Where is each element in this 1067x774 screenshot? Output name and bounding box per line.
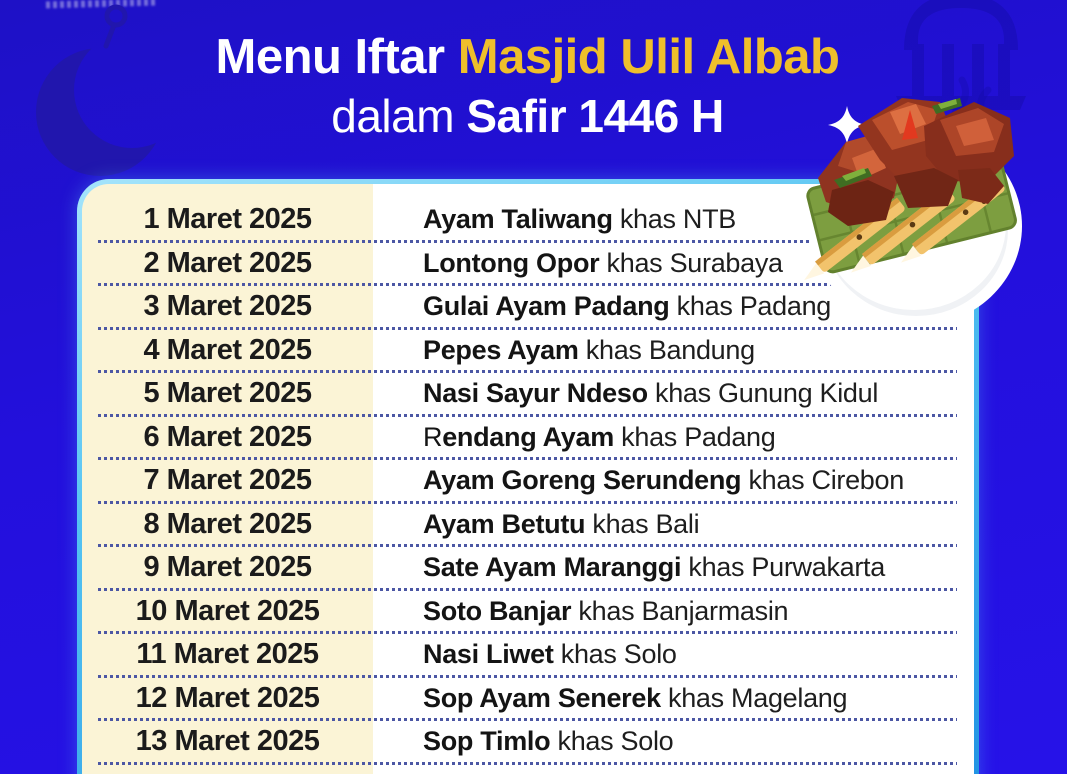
menu-date: 13 Maret 2025 bbox=[135, 725, 320, 758]
menu-date: 12 Maret 2025 bbox=[135, 681, 320, 714]
dish-name: Nasi Liwet bbox=[423, 639, 554, 670]
menu-item bbox=[373, 248, 783, 279]
dish-name: Soto Banjar bbox=[423, 595, 572, 626]
dish-origin: khas Magelang bbox=[660, 682, 848, 713]
dish-origin: khas Cirebon bbox=[741, 465, 904, 496]
menu-item bbox=[373, 726, 673, 757]
menu-item bbox=[373, 422, 775, 453]
table-row bbox=[82, 372, 974, 416]
dish-origin: khas Gunung Kidul bbox=[647, 378, 879, 409]
menu-item bbox=[373, 291, 831, 322]
dish-name: Ayam Goreng Serundeng bbox=[423, 465, 742, 496]
menu-date: 3 Maret 2025 bbox=[143, 290, 312, 323]
dish-origin: khas Solo bbox=[550, 726, 674, 757]
table-row bbox=[82, 416, 974, 460]
menu-date: 9 Maret 2025 bbox=[143, 551, 312, 584]
dish-name: Ayam Taliwang bbox=[423, 204, 613, 235]
dish-origin: khas Bandung bbox=[578, 334, 755, 365]
menu-item bbox=[373, 683, 847, 714]
menu-date: 1 Maret 2025 bbox=[143, 203, 312, 236]
dish-name: Sop Timlo bbox=[423, 726, 551, 757]
menu-date: 7 Maret 2025 bbox=[143, 464, 312, 497]
table-row bbox=[82, 720, 974, 764]
table-row bbox=[82, 503, 974, 547]
title-line1-yellow: Masjid Ulil Albab bbox=[457, 30, 840, 84]
menu-date: 5 Maret 2025 bbox=[143, 377, 312, 410]
menu-item bbox=[373, 378, 878, 409]
dish-name-prefix: R bbox=[423, 421, 443, 452]
satay-illustration bbox=[798, 40, 1038, 340]
title-line1-white: Menu Iftar bbox=[215, 30, 458, 84]
dish-name: Pepes Ayam bbox=[423, 334, 579, 365]
menu-date: 8 Maret 2025 bbox=[143, 507, 312, 540]
table-row bbox=[82, 546, 974, 590]
dish-name: Gulai Ayam Padang bbox=[423, 291, 670, 322]
menu-date: 6 Maret 2025 bbox=[143, 420, 312, 453]
menu-item bbox=[373, 596, 788, 627]
dish-origin: khas Surabaya bbox=[599, 247, 783, 278]
dish-name: Nasi Sayur Ndeso bbox=[423, 378, 648, 409]
menu-item bbox=[373, 509, 699, 540]
menu-date: 4 Maret 2025 bbox=[143, 333, 312, 366]
menu-date: 2 Maret 2025 bbox=[143, 246, 312, 279]
menu-item bbox=[373, 465, 904, 496]
dish-name: endang Ayam bbox=[442, 421, 614, 452]
dish-origin: khas Solo bbox=[553, 639, 677, 670]
menu-item bbox=[373, 552, 885, 583]
dish-origin: khas Padang bbox=[613, 421, 776, 452]
menu-item bbox=[373, 204, 736, 235]
table-row bbox=[82, 459, 974, 503]
dish-name: Sate Ayam Maranggi bbox=[423, 552, 682, 583]
dish-name: Lontong Opor bbox=[423, 247, 600, 278]
menu-item bbox=[373, 639, 677, 670]
table-row bbox=[82, 677, 974, 721]
title-line2-bold: Safir 1446 H bbox=[466, 89, 724, 142]
dish-origin: khas Purwakarta bbox=[681, 552, 885, 583]
table-row bbox=[82, 633, 974, 677]
dish-name: Sop Ayam Senerek bbox=[423, 682, 661, 713]
dish-origin: khas Bali bbox=[585, 508, 700, 539]
dish-origin: khas NTB bbox=[612, 204, 736, 235]
dish-origin: khas Padang bbox=[669, 291, 832, 322]
menu-date: 10 Maret 2025 bbox=[135, 594, 320, 627]
menu-date: 11 Maret 2025 bbox=[136, 638, 319, 671]
dish-origin: khas Banjarmasin bbox=[571, 595, 789, 626]
menu-item bbox=[373, 335, 755, 366]
dish-name: Ayam Betutu bbox=[423, 508, 586, 539]
title-line2-regular: dalam bbox=[331, 89, 467, 142]
table-row bbox=[82, 590, 974, 634]
